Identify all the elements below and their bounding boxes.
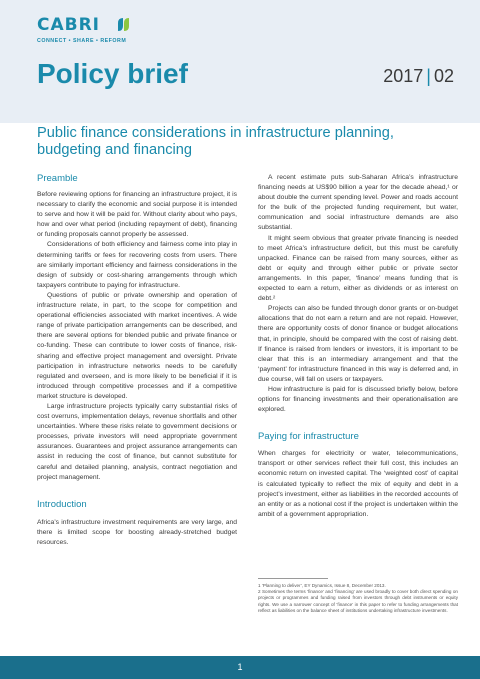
issue-number — [383, 66, 454, 87]
preamble-paragraph: Considerations of both efficiency and fairness come into play in determining tariffs or fees for recovering costs from users. There are similarly important efficiency and fairness considerations in the design of subsidy or cost-sharing arrangements through which taxpayers contribute to paying for infrastructure. — [37, 241, 237, 289]
logo-leaf-icon — [117, 17, 130, 32]
paying-paragraph: When charges for electricity or water, telecommunications, transport or other services reflect their full cost, this includes an economic return on invested capital. The ‘weighted cost’ of capital is calculated typically to reflect the mix of equity and debt in a project’s investment, either as liabilities in the recorded accounts of an entity or as a notional cost if the project is undertaken within the ambit of a government appropriation. — [258, 450, 458, 518]
right-column — [258, 173, 458, 520]
document-title: Public finance considerations in infrastructure planning, budgeting and financing — [37, 125, 394, 158]
preamble-heading: Preamble — [37, 173, 78, 184]
series-title: Policy brief — [37, 58, 188, 89]
preamble-paragraph: Questions of public or private ownership and operation of infrastructure relate, in part, to the scope for competition and operational efficiencies associated with market incentives. A wide range of private participation arrangements can be described, and there are several options for blended public and private finance or co-funding. These can contribute to lower costs of finance, risk-sharing and effective project management and oversight. Private participation in infrastructure networks needs to be carefully regulated and overseen, and is more likely to be beneficial if it is introduced through competitive processes and if a competitive market structure is developed. — [37, 291, 237, 400]
footer-band — [0, 656, 480, 679]
issue-id: 02 — [433, 66, 454, 86]
logo-tagline: CONNECT • SHARE • REFORM — [37, 38, 127, 44]
preamble-paragraph: Large infrastructure projects typically carry substantial risks of cost overruns, implementation delays, revenue shortfalls and other uncertainties. Where these risks relate to government decisions or processes, private investors will need appropriate government assurances. Guarantees and project assurance arrangements can assist in reducing the cost of finance, but cannot substitute for careful and detailed planning, analysis, contract negotiation and project management. — [37, 402, 237, 481]
issue-separator: | — [426, 66, 431, 86]
introduction-paragraph: Africa’s infrastructure investment requirements are very large, and there is limited scope for boosting already-stretched budget resources. — [37, 518, 237, 546]
body-paragraph: Projects can also be funded through donor grants or on-budget allocations that do not earn a return and are not repaid. However, there are opportunity costs of donor finance or budget allocations that, in principle, should be compared with the cost of raising debt. If finance is raised from lenders or investors, it is important to be clear that this is an intermediary arrangement and that the ‘payment’ for infrastructure financed in this way is deferred and, in due course, will fall on users or taxpayers. — [258, 305, 458, 383]
footnote-divider — [258, 578, 328, 579]
logo-wordmark: CABRI — [37, 15, 101, 35]
footnote: 2 Sometimes the terms ‘finance’ and ‘financing’ are used broadly to cover both direct spending on projects or programmes and funding raised from investors through debt instruments or equity rights. We use a narrower concept of ‘finance’ in this paper to refer to funding arrangements that reflect as liabilities on the balance sheet of institutions undertaking infrastructure investments. — [258, 589, 458, 613]
body-paragraph: How infrastructure is paid for is discussed briefly below, before options for financing investments and their operationalisation are explored. — [258, 385, 458, 414]
introduction-heading: Introduction — [37, 498, 87, 510]
cabri-logo — [37, 16, 126, 44]
footnotes — [258, 583, 458, 614]
preamble-paragraph: Before reviewing options for financing an infrastructure project, it is necessary to clarify the economic and social purpose it is intended to serve and how it will be paid for. Without clarity about who pays, how and over what period (including repayment of debt), financing or funding proposals cannot properly be assessed. — [37, 191, 237, 239]
page-number: 1 — [237, 662, 243, 672]
left-column — [37, 173, 237, 548]
body-paragraph: It might seem obvious that greater private financing is needed to meet Africa’s infrastructure deficit, but this must be carefully unpacked. Finance can be raised from many sources, either as debt or equity and through either public or private sector arrangements. In this paper, ‘finance’ means funding that is expected to earn a return, either as dividends or as interest on debt.² — [258, 234, 458, 303]
body-paragraph: A recent estimate puts sub-Saharan Africa’s infrastructure financing needs at US$90 billion a year for the decade ahead,¹ or about double the current spending level. Power and roads account for the bulk of the projected funding requirement, but water, communication and social infrastructure demands are also substantial. — [258, 174, 458, 232]
issue-year: 2017 — [383, 66, 424, 86]
paying-heading: Paying for infrastructure — [258, 431, 359, 443]
footnote: 1 ‘Planning to deliver’, EY Dynamics, Issue 8, December 2013. — [258, 583, 386, 588]
